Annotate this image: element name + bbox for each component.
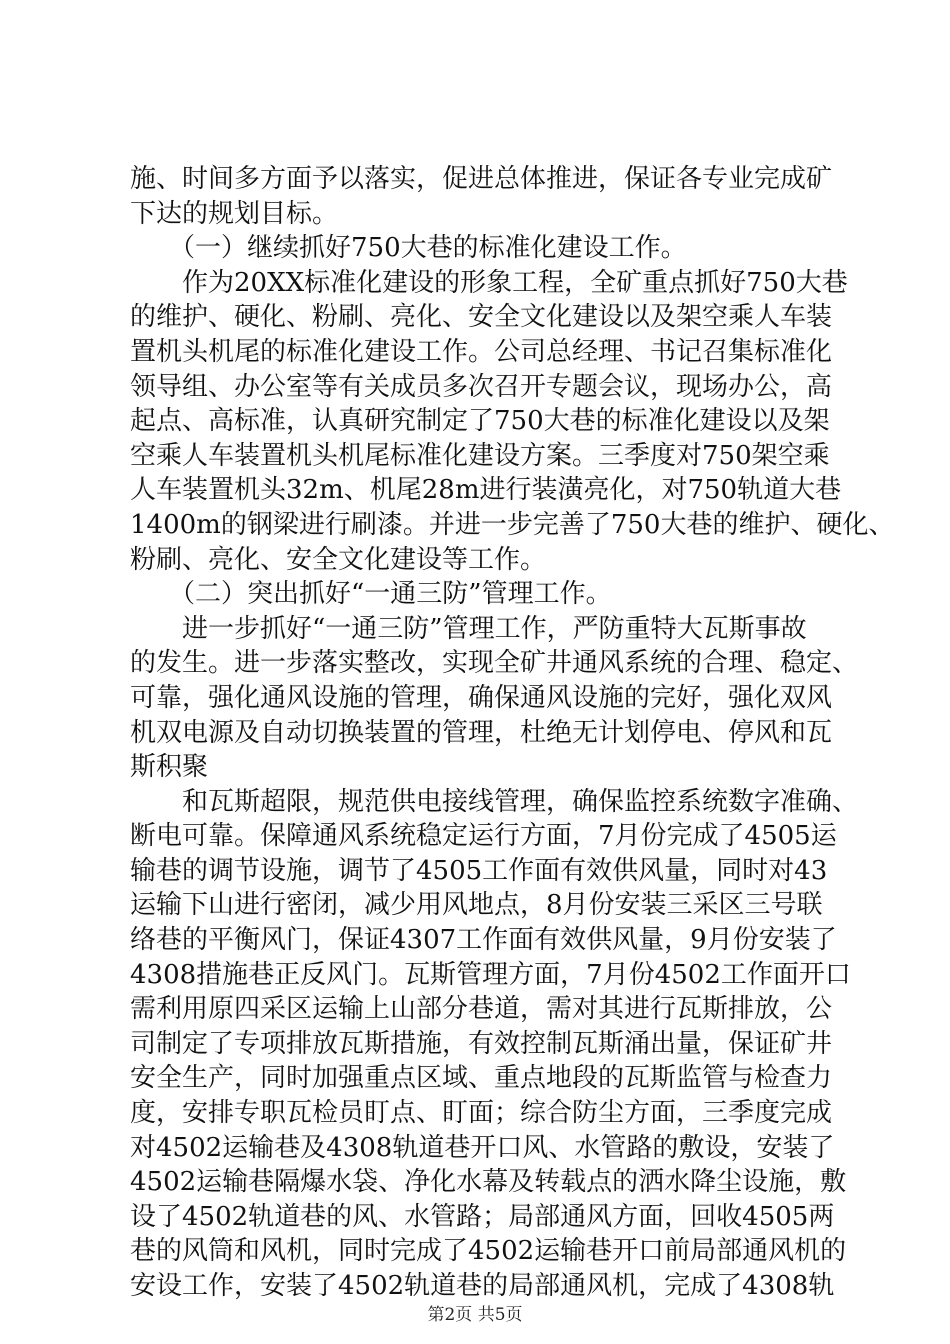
text-line: 巷的风筒和风机，同时完成了4502运输巷开口前局部通风机的 (130, 1236, 847, 1267)
text-line: 安全生产，同时加强重点区域、重点地段的瓦斯监管与检查力 (130, 1063, 833, 1094)
text-line: 4308措施巷正反风门。瓦斯管理方面，7月份4502工作面开口 (130, 959, 851, 990)
text-line: 作为20XX标准化建设的形象工程，全矿重点抓好750大巷 (130, 267, 848, 298)
text-line: 进一步抓好“一通三防”管理工作，严防重特大瓦斯事故 (130, 613, 807, 644)
text-line: 的发生。进一步落实整改，实现全矿井通风系统的合理、稳定、 (130, 648, 859, 679)
text-line: 输巷的调节设施，调节了4505工作面有效供风量，同时对43 (130, 855, 828, 886)
text-line: 粉刷、亮化、安全文化建设等工作。 (130, 544, 547, 575)
text-line: 施、时间多方面予以落实，促进总体推进，保证各专业完成矿 (130, 164, 833, 194)
text-line: 机双电源及自动切换装置的管理，杜绝无计划停电、停风和瓦 (130, 717, 833, 748)
text-line: 下达的规划目标。 (130, 198, 339, 229)
text-line: 需利用原四采区运输上山部分巷道，需对其进行瓦斯排放，公 (130, 994, 833, 1025)
text-line: 1400m的钢梁进行刷漆。并进一步完善了750大巷的维护、硬化、 (130, 509, 895, 540)
text-line: 领导组、办公室等有关成员多次召开专题会议，现场办公，高 (130, 371, 833, 402)
text-line: 斯积聚 (130, 752, 209, 783)
text-line: 断电可靠。保障通风系统稳定运行方面，7月份完成了4505运 (130, 821, 837, 852)
text-line: 度，安排专职瓦检员盯点、盯面；综合防尘方面，三季度完成 (130, 1098, 833, 1129)
text-line: （二）突出抓好“一通三防”管理工作。 (130, 579, 612, 610)
text-line: 可靠，强化通风设施的管理，确保通风设施的完好，强化双风 (130, 682, 833, 713)
text-line: 置机头机尾的标准化建设工作。公司总经理、书记召集标准化 (130, 336, 833, 367)
text-line: 安设工作，安装了4502轨道巷的局部通风机，完成了4308轨 (130, 1271, 835, 1301)
text-line: 和瓦斯超限，规范供电接线管理，确保监控系统数字准确、 (130, 786, 859, 817)
text-line: 司制定了专项排放瓦斯措施，有效控制瓦斯涌出量，保证矿井 (130, 1028, 833, 1059)
text-line: 络巷的平衡风门，保证4307工作面有效供风量，9月份安装了 (130, 925, 837, 956)
text-line: 空乘人车装置机头机尾标准化建设方案。三季度对750架空乘 (130, 440, 830, 471)
page-footer: 第2页 共5页 (427, 1305, 523, 1325)
body-text (130, 162, 895, 1304)
text-line: 对4502运输巷及4308轨道巷开口风、水管路的敷设，安装了 (130, 1132, 835, 1163)
text-line: 运输下山进行密闭，减少用风地点，8月份安装三采区三号联 (130, 890, 823, 921)
text-line: 起点、高标准，认真研究制定了750大巷的标准化建设以及架 (130, 406, 830, 437)
text-line: 人车装置机头32m、机尾28m进行装潢亮化，对750轨道大巷 (130, 475, 842, 506)
text-line: 设了4502轨道巷的风、水管路；局部通风方面，回收4505两 (130, 1201, 835, 1232)
text-line: （一）继续抓好750大巷的标准化建设工作。 (130, 233, 687, 264)
text-line: 的维护、硬化、粉刷、亮化、安全文化建设以及架空乘人车装 (130, 302, 833, 333)
text-line: 4502运输巷隔爆水袋、净化水幕及转载点的洒水降尘设施，敷 (130, 1167, 847, 1198)
